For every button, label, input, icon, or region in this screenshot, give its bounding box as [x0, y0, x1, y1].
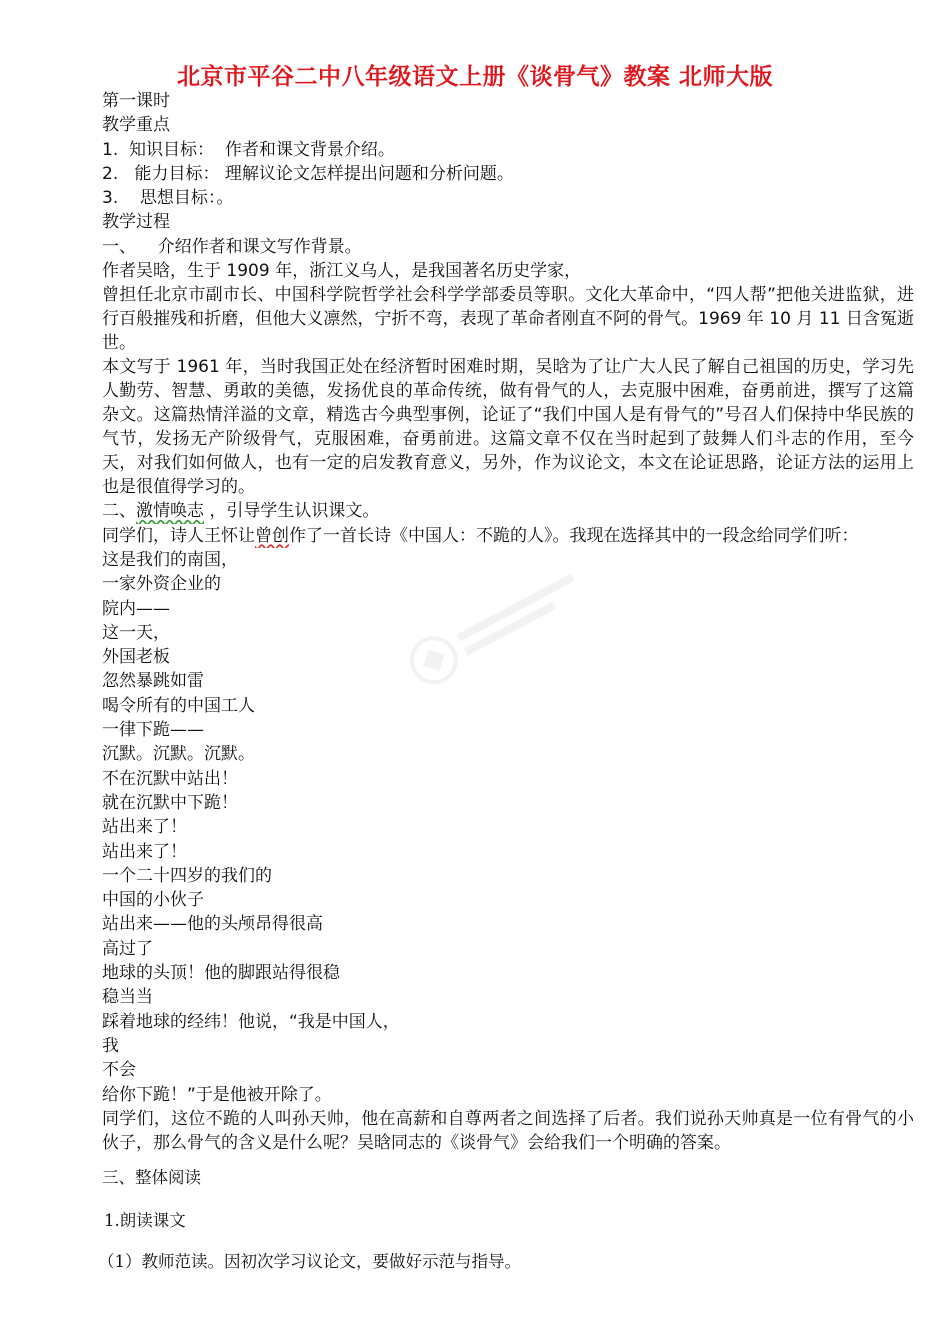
goal-text: 理解议论文怎样提出问题和分析问题。 — [224, 163, 514, 184]
poem-intro-rest: 作了一首长诗《中国人：不跪的人》。我现在选择其中的一段念给同学们听： — [289, 525, 859, 546]
poem-intro-marked: 曾创 — [255, 525, 289, 546]
goal-item — [102, 162, 914, 186]
author-line: 作者吴晗，生于 1909 年，浙江义乌人，是我国著名历史学家， — [102, 261, 582, 282]
poem-line: 给你下跪！”于是他被开除了。 — [102, 1084, 332, 1105]
author-paragraph: 曾担任北京市副市长、中国科学院哲学社会科学学部委员等职。文化大革命中，“四人帮”把他关进监狱，进行百般摧残和折磨，但他大义凛然，宁折不弯，表现了革命者刚直不阿的骨气。1969 年 10 月 11 日含冤逝世。 — [102, 285, 914, 354]
poem-intro-start: 同学们，诗人王怀让 — [102, 525, 255, 546]
poem-line: 外国老板 — [102, 647, 170, 668]
poem-line: 站出来——他的头颅昂得很高 — [102, 914, 323, 935]
poem-line: 不会 — [102, 1060, 136, 1081]
poem-line: 这是我们的南国， — [102, 549, 238, 570]
poem-intro — [102, 524, 914, 548]
goal-item — [102, 138, 914, 162]
section-3-heading: 三、整体阅读 — [102, 1168, 201, 1187]
goal-number: 1. — [102, 139, 119, 160]
section-2-number: 二、 — [102, 501, 136, 522]
goal-text: 。 — [216, 188, 234, 209]
poem-line: 喝令所有的中国工人 — [102, 695, 255, 716]
focus-heading: 教学重点 — [102, 115, 170, 136]
poem-line: 沉默。沉默。沉默。 — [102, 744, 255, 765]
poem-line: 站出来了！ — [102, 817, 187, 838]
section-3-item: 1.朗读课文 — [104, 1211, 186, 1230]
poem-line: 一家外资企业的 — [102, 574, 221, 595]
goal-label: 思想目标： — [139, 188, 217, 209]
poem-line: 一律下跪—— — [102, 720, 204, 741]
poem-line: 踩着地球的经纬！他说，“我是中国人， — [102, 1011, 400, 1032]
section-2-heading-rest: ，引导学生认识课文。 — [204, 501, 380, 522]
section-3-subitem: （1）教师范读。因初次学习议论文，要做好示范与指导。 — [98, 1252, 521, 1271]
poem-line: 就在沉默中下跪！ — [102, 792, 238, 813]
closing-paragraph: 同学们，这位不跪的人叫孙天帅，他在高薪和自尊两者之间选择了后者。我们说孙天帅真是一位有骨气的小伙子，那么骨气的含义是什么呢？吴晗同志的《谈骨气》会给我们一个明确的答案。 — [102, 1108, 914, 1153]
poem-line: 我 — [102, 1035, 119, 1056]
section-1-heading: 一、 介绍作者和课文写作背景。 — [102, 236, 362, 257]
poem-line: 不在沉默中站出！ — [102, 768, 238, 789]
poem-line: 地球的头顶！他的脚跟站得很稳 — [102, 963, 340, 984]
section-2-heading-marked: 激情唤志 — [136, 501, 204, 522]
poem-line: 中国的小伙子 — [102, 890, 204, 911]
poem-line: 稳当当 — [102, 987, 153, 1008]
poem-line: 高过了 — [102, 938, 153, 959]
lesson-label: 第一课时 — [102, 91, 170, 111]
goal-text: 作者和课文背景介绍。 — [224, 139, 395, 160]
goal-label: 能力目标： — [134, 163, 220, 184]
goal-label: 知识目标： — [129, 139, 215, 160]
section-2-heading — [102, 499, 914, 523]
background-paragraph: 本文写于 1961 年，当时我国正处在经济暂时困难时期，吴晗为了让广大人民了解自己祖国的历史，学习先人勤劳、智慧、勇敢的美德，发扬优良的革命传统，做有骨气的人，去克服中困难，奋勇前进，撰写了这篇杂文。这篇热情洋溢的文章，精选古今典型事例，论证了“我们中国人是有骨气的”号召人们保持中华民族的气节，发扬无产阶级骨气，克服困难，奋勇前进。这篇文章不仅在当时起到了鼓舞人们斗志的作用，至今天，对我们如何做人，也有一定的启发教育意义，另外，作为议论文，本文在论证思路，论证方法的运用上也是很值得学习的。 — [102, 357, 914, 498]
document-title: 北京市平谷二中八年级语文上册《谈骨气》教案 北师大版 — [176, 63, 773, 90]
poem-line: 一个二十四岁的我们的 — [102, 865, 272, 886]
process-heading: 教学过程 — [102, 212, 170, 233]
goal-item — [102, 186, 914, 210]
poem-line: 院内—— — [102, 598, 170, 619]
poem-line: 这一天， — [102, 622, 170, 643]
goal-number: 2. — [102, 163, 119, 184]
goal-number: 3. — [102, 188, 119, 209]
poem-line: 忽然暴跳如雷 — [102, 671, 204, 692]
poem-line: 站出来了！ — [102, 841, 187, 862]
